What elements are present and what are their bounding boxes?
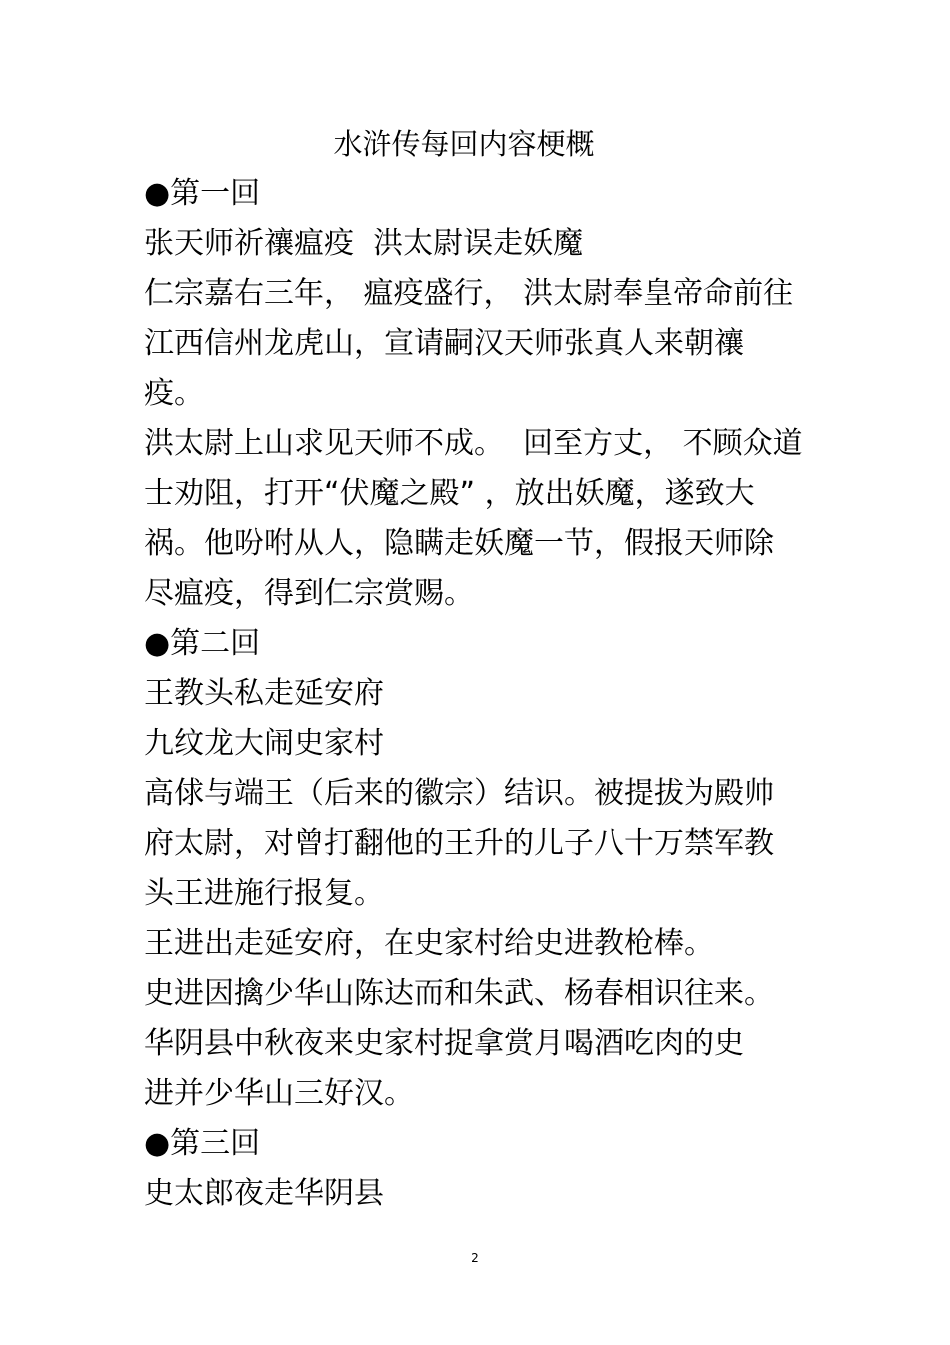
document-title: 水浒传每回内容梗概 xyxy=(333,127,595,161)
text-line: 王进出走延安府，在史家村给史进教枪棒。 xyxy=(144,926,714,961)
text-line: 史太郎夜走华阴县 xyxy=(144,1176,384,1211)
text-line: 张天师祈禳瘟疫 洪太尉误走妖魔 xyxy=(144,226,584,261)
document-body xyxy=(144,174,864,1224)
text-line: ●第二回 xyxy=(144,626,261,661)
text-line: 疫。 xyxy=(144,376,204,411)
text-line: 仁宗嘉右三年， 瘟疫盛行， 洪太尉奉皇帝命前往 xyxy=(144,276,794,311)
text-line: 祸。他吩咐从人，隐瞒走妖魔一节，假报天师除 xyxy=(144,526,774,561)
text-line: 进并少华山三好汉。 xyxy=(144,1076,414,1111)
text-line: 高俅与端王（后来的徽宗）结识。被提拔为殿帅 xyxy=(144,776,774,811)
text-line: 王教头私走延安府 xyxy=(144,676,384,711)
text-line: 华阴县中秋夜来史家村捉拿赏月喝酒吃肉的史 xyxy=(144,1026,744,1061)
text-line: 府太尉，对曾打翻他的王升的儿子八十万禁军教 xyxy=(144,826,774,861)
text-line: 士劝阻，打开“伏魔之殿” ，放出妖魔，遂致大 xyxy=(144,476,755,511)
text-line: 史进因擒少华山陈达而和朱武、杨春相识往来。 xyxy=(144,976,774,1011)
text-line: 头王进施行报复。 xyxy=(144,876,384,911)
page-number: 2 xyxy=(471,1251,479,1265)
text-line: 江西信州龙虎山，宣请嗣汉天师张真人来朝禳 xyxy=(144,326,744,361)
text-line: 洪太尉上山求见天师不成。 回至方丈， 不顾众道 xyxy=(144,426,803,461)
text-line: ●第三回 xyxy=(144,1126,261,1161)
text-line: 九纹龙大闹史家村 xyxy=(144,726,384,761)
text-line: ●第一回 xyxy=(144,176,261,211)
text-line: 尽瘟疫，得到仁宗赏赐。 xyxy=(144,576,474,611)
